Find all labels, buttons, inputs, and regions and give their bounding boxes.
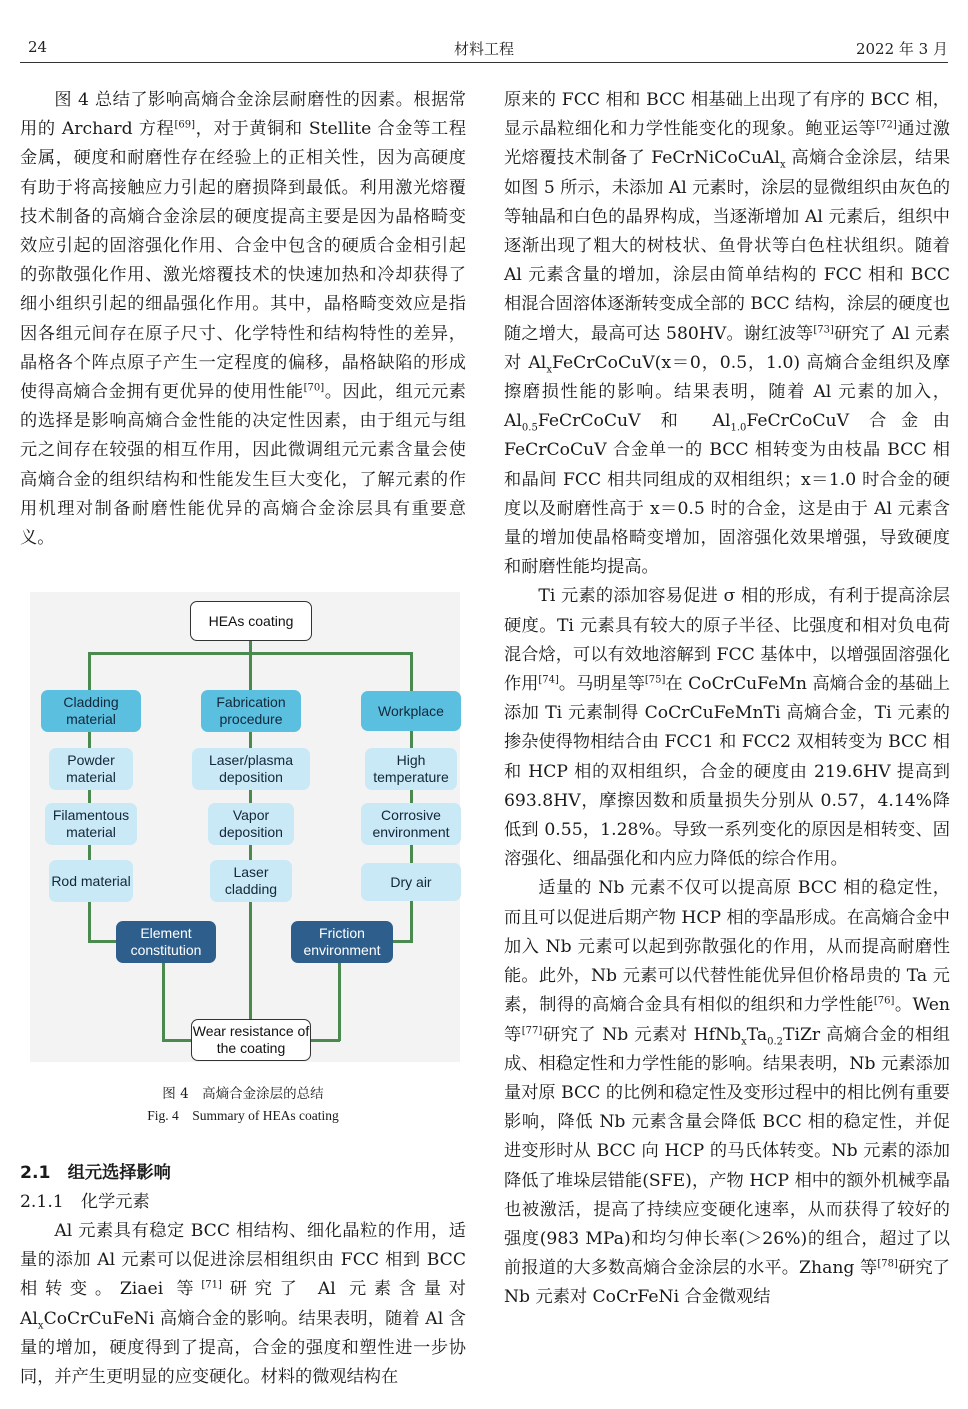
right-column — [504, 86, 950, 1313]
paragraph: 原来的 FCC 相和 BCC 相基础上出现了有序的 BCC 相，显示晶粒细化和力学性能变化的现象。鲍亚运等[72]通过激光熔覆技术制备了 FeCrNiCoCuAl$_x$ 高熵合金涂层，结果如图 5 所示，未添加 Al 元素时，涂层的显微组织由灰色的等轴晶和白色的晶界构成，当逐渐增加 Al 元素后，组织中逐渐出现了粗大的树枝状、鱼骨状等白色柱状组织。随着 Al 元素含量的增加，涂层由简单结构的 FCC 相和 BCC 相混合固溶体逐渐转变成全部的 BCC 结构，涂层的硬度也随之增大，最高可达 580HV。谢红波等[73]研究了 Al 元素对 $Al_xFeCrCoCuV(x=0$，0.5，1.0) 高熵合金组织及摩擦磨损性能的影响。结果表明，随着 Al 元素的加入，$Al_{0.5}FeCrCoCuV$ 和 $Al_{1.0}FeCrCoCuV$ 合金由 FeCrCoCuV 合金单一的 BCC 相转变为由枝晶 BCC 相和晶间 FCC 相共同组成的双相组织；x＝1.0 时合金的硬度以及耐磨性高于 x＝0.5 时的合金，这是由于 Al 元素含量的增加使晶格畸变增加，固溶强化效果增强，导致硬度和耐磨性能均提高。 — [504, 90, 951, 578]
figure-4 — [20, 592, 466, 1123]
filamentous-material-node: Filamentous material — [45, 803, 137, 845]
citation[interactable]: [76] — [873, 995, 895, 1007]
wear-resistance-node: Wear resistance of the coating — [191, 1019, 311, 1061]
figure-caption-en: Fig. 4 Summary of HEAs coating — [147, 1108, 339, 1123]
high-temperature-node: High temperature — [365, 748, 457, 790]
figure-diagram — [30, 592, 460, 1062]
dry-air-node: Dry air — [361, 863, 461, 901]
corrosive-environment-node: Corrosive environment — [361, 803, 461, 845]
powder-material-node: Powder material — [49, 748, 133, 790]
citation[interactable]: [69] — [174, 119, 195, 131]
section-heading: 2.1 组元选择影响 — [20, 1163, 171, 1183]
citation[interactable]: [74] — [538, 674, 559, 686]
workplace-node: Workplace — [361, 691, 461, 731]
subsection-heading: 2.1.1 化学元素 — [20, 1192, 150, 1212]
paragraph: 适量的 Nb 元素不仅可以提高原 BCC 相的稳定性，而且可以促进后期产物 HCP 相的孪晶形成。在高熵合金中加入 Nb 元素可以起到弥散强化的作用，从而提高耐磨性能。此外，Nb 元素可以代替性能优异但价格昂贵的 Ta 元素，制得的高熵合金具有相似的组织和力学性能[76]。Wen 等[77]研究了 Nb 元素对 $HfNb_xTa_{0.2}TiZr$ 高熵合金的相组成、相稳定性和力学性能的影响。结果表明，Nb 元素添加量对原 BCC 的比例和稳定性及变形过程中的相比例有重要影响，降低 Nb 元素含量会降低 BCC 相的稳定性，并促进变形时从 BCC 向 HCP 的马氏体转变。Nb 元素的添加降低了堆垛层错能(SFE)，产物 HCP 相中的额外机械孪晶也被激活，提高了持续应变硬化速率，从而获得了较好的强度(983 MPa)和均匀伸长率(＞26%)的组合，超过了以前报道的大多数高熵合金涂层的水平。Zhang 等[78]研究了 Nb 元素对 CoCrFeNi 合金微观结 — [504, 878, 950, 1308]
element-constitution-node: Element constitution — [116, 921, 216, 963]
hea-coating-node: HEAs coating — [190, 601, 312, 641]
fabrication-procedure-node: Fabrication procedure — [201, 690, 301, 732]
page-header — [20, 34, 948, 63]
citation[interactable]: [73] — [813, 323, 834, 335]
rod-material-node: Rod material — [49, 860, 133, 902]
page-number: 24 — [28, 38, 48, 56]
left-column — [20, 86, 466, 553]
paragraph: Al 元素具有稳定 BCC 相结构、细化晶粒的作用，适量的添加 Al 元素可以促进涂层相组织由 FCC 相到 BCC 相转变。Ziaei 等[71]研究了 Al 元素含量对 $Al_xCoCrCuFeNi$ 高熵合金的影响。结果表明，随着 Al 含量的增加，硬度得到了提高，合金的强度和塑性进一步协同，并产生更明显的应变硬化。材料的微观结构在 — [20, 1221, 466, 1388]
citation[interactable]: [72] — [876, 119, 897, 131]
citation[interactable]: [75] — [644, 674, 666, 686]
laser-plasma-deposition-node: Laser/plasma deposition — [192, 748, 310, 790]
journal-name: 材料工程 — [453, 40, 514, 58]
paragraph: 图 4 总结了影响高熵合金涂层耐磨性的因素。根据常用的 Archard 方程[69]，对于黄铜和 Stellite 合金等工程金属，硬度和耐磨性存在经验上的正相关性，因为高硬度有助于将高接触应力引起的磨损降到最低。利用激光熔覆技术制备的高熵合金涂层的硬度提高主要是因为晶格畸变效应引起的固溶强化作用、合金中包含的硬质合金相引起的弥散强化作用、激光熔覆技术的快速加热和冷却获得了细小组织引起的细晶强化作用。其中，晶格畸变效应是指因各组元间存在原子尺寸、化学特性和结构特性的差异，晶格各个阵点原子产生一定程度的偏移，晶格缺陷的形成使得高熵合金拥有更优异的使用性能[70]。因此，组元元素的选择是影响高熵合金性能的决定性因素，由于组元与组元之间存在较强的相互作用，因此微调组元元素含量会使高熵合金的组织结构和性能发生巨大变化，了解元素的作用机理对制备耐磨性能优异的高熵合金涂层具有重要意义。 — [20, 90, 467, 549]
figure-caption-zh: 图 4 高熵合金涂层的总结 — [162, 1086, 324, 1102]
citation[interactable]: [78] — [877, 1258, 898, 1270]
laser-cladding-node: Laser cladding — [210, 860, 292, 902]
citation[interactable]: [70] — [303, 382, 325, 394]
citation[interactable]: [77] — [521, 1024, 543, 1036]
citation[interactable]: [71] — [201, 1279, 222, 1291]
issue-date: 2022 年 3 月 — [855, 40, 948, 58]
cladding-material-node: Cladding material — [41, 690, 141, 732]
friction-environment-node: Friction environment — [291, 921, 393, 963]
paragraph: Ti 元素的添加容易促进 σ 相的形成，有利于提高涂层硬度。Ti 元素具有较大的原子半径、比强度和相对负电荷混合焓，可以有效地溶解到 FCC 基体中，以增强固溶强化作用[74]。马明星等[75]在 CoCrCuFeMn 高熵合金的基础上添加 Ti 元素制得 CoCrCuFeMnTi 高熵合金，Ti 元素的掺杂使得物相结合由 FCC1 和 FCC2 双相转变为 BCC 相和 HCP 相的双相组织，合金的硬度由 219.6HV 提高到 693.8HV，摩擦因数和质量损失分别从 0.57，4.14%降低到 0.55，1.28%。导致一系列变化的原因是相转变、固溶强化、细晶强化和内应力降低的综合作用。 — [504, 586, 950, 870]
vapor-deposition-node: Vapor deposition — [208, 803, 294, 845]
section-body — [20, 1217, 466, 1392]
